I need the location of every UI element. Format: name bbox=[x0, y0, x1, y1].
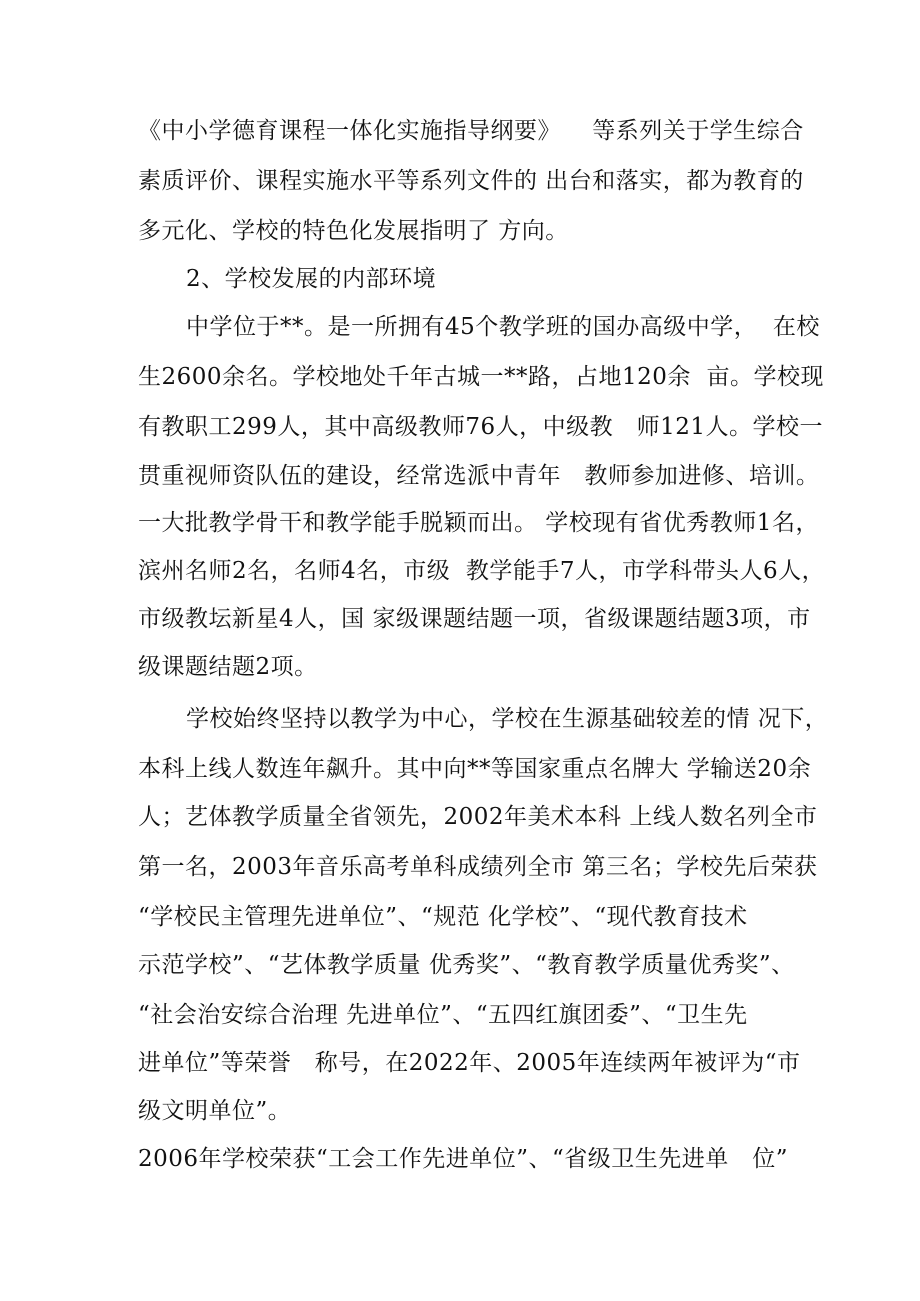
text-line-15: 人；艺体教学质量全省领先，2002年美术本科 上线人数名列全市 bbox=[138, 804, 818, 830]
text-line-13: 学校始终坚持以教学为中心，学校在生源基础较差的情 况下， bbox=[186, 706, 829, 732]
text-line-16: 第一名，2003年音乐高考单科成绩列全市 第三名；学校先后荣获 bbox=[138, 854, 818, 880]
text-line-14: 本科上线人数连年飙升。其中向**等国家重点名牌大 学输送20余 bbox=[138, 756, 812, 782]
section-heading: 2、学校发展的内部环境 bbox=[186, 266, 437, 292]
text-line-8: 贯重视师资队伍的建设，经常选派中青年 教师参加进修、培训。 bbox=[138, 463, 820, 489]
text-line-19: “社会治安综合治理 先进单位”、“五四红旗团委”、“卫生先 bbox=[138, 1002, 748, 1028]
text-line-10: 滨州名师2名，名师4名，市级 教学能手7人，市学科带头人6人， bbox=[138, 558, 826, 584]
text-line-1: 《中小学德育课程一体化实施指导纲要》 等系列关于学生综合 bbox=[138, 118, 804, 144]
text-line-22: 2006年学校荣获“工会工作先进单位”、“省级卫生先进单 位” bbox=[138, 1146, 788, 1172]
text-line-21: 级文明单位”。 bbox=[138, 1098, 292, 1124]
text-line-2: 素质评价、课程实施水平等系列文件的 出台和落实，都为教育的 bbox=[138, 168, 804, 194]
text-line-3: 多元化、学校的特色化发展指明了 方向。 bbox=[138, 218, 569, 244]
text-line-5: 中学位于**。是一所拥有45个教学班的国办高级中学， 在校 bbox=[186, 314, 820, 340]
text-line-17: “学校民主管理先进单位”、“规范 化学校”、“现代教育技术 bbox=[138, 904, 748, 930]
text-line-11: 市级教坛新星4人，国 家级课题结题一项，省级课题结题3项，市 bbox=[138, 606, 811, 632]
text-line-6: 生2600余名。学校地处千年古城一**路，占地120余 亩。学校现 bbox=[138, 364, 825, 390]
text-line-20: 进单位”等荣誉 称号，在2022年、2005年连续两年被评为“市 bbox=[138, 1050, 801, 1076]
text-line-18: 示范学校”、“艺体教学质量 优秀奖”、“教育教学质量优秀奖”、 bbox=[138, 952, 795, 978]
text-line-12: 级课题结题2项。 bbox=[138, 654, 318, 680]
text-line-7: 有教职工299人，其中高级教师76人，中级教 师121人。学校一 bbox=[138, 414, 823, 440]
text-line-9: 一大批教学骨干和教学能手脱颖而出。 学校现有省优秀教师1名， bbox=[138, 510, 819, 536]
